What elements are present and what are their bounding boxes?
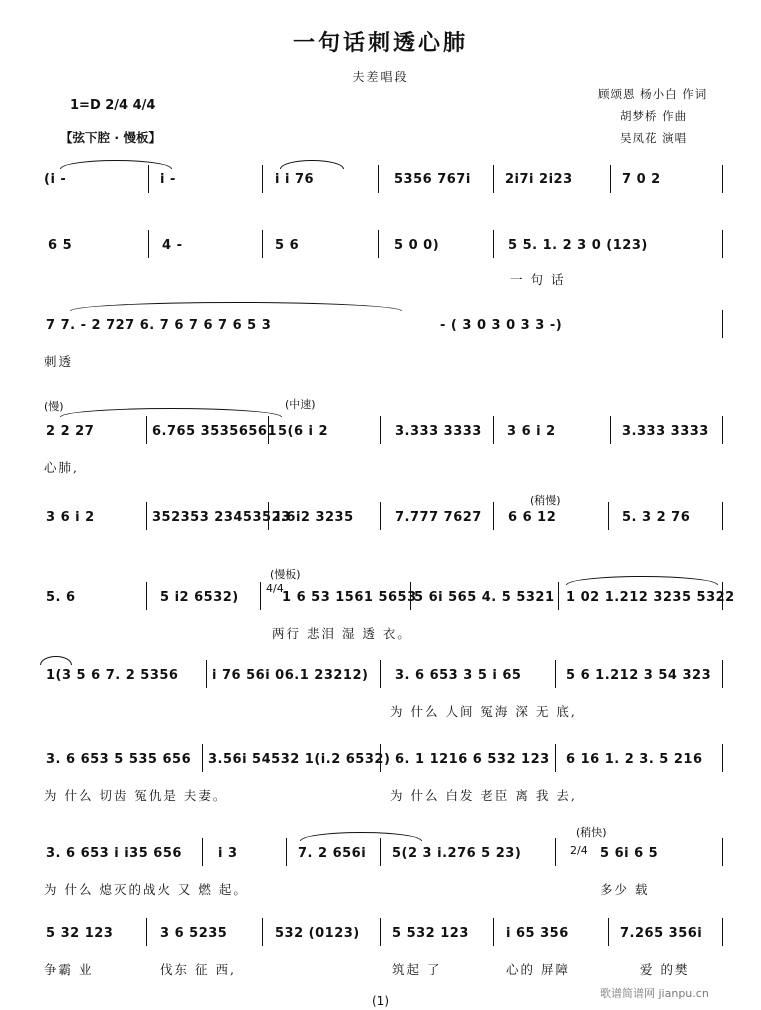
barline	[610, 165, 611, 193]
barline	[722, 918, 723, 946]
barline	[722, 416, 723, 444]
measure: 5 32 123	[46, 926, 114, 941]
measure: 5(2 3 i.276 5 23)	[392, 846, 522, 861]
barline	[558, 582, 559, 610]
tempo-annotation: (中速)	[285, 398, 316, 411]
measure: 7.265 356i	[620, 926, 703, 941]
measure: 3. 6 653 5 535 656	[46, 752, 192, 767]
measure: 6 16 1. 2 3. 5 216	[566, 752, 703, 767]
measure: 3 6 5235	[160, 926, 228, 941]
measure: i 76 56i 06.1 23212)	[212, 668, 369, 683]
measure: 5(6 i 2	[278, 424, 329, 439]
barline	[146, 582, 147, 610]
barline	[555, 660, 556, 688]
measure: 2i7i 2i23	[505, 172, 573, 187]
barline	[722, 838, 723, 866]
tempo-annotation: (稍快)	[576, 826, 607, 839]
slur	[60, 408, 282, 417]
lyric-line: 心肺,	[44, 460, 79, 475]
lyric-line: 为 什么 白发 老臣 离 我 去,	[390, 788, 577, 803]
measure: 3 6 i 2	[507, 424, 556, 439]
barline	[722, 230, 723, 258]
subtitle: 夫差唱段	[352, 70, 409, 84]
barline	[378, 230, 379, 258]
measure: 2 2 27	[46, 424, 95, 439]
slur	[280, 160, 344, 169]
measure: 3.56i 54532 1(i.2 6532)	[208, 752, 391, 767]
measure: 5 0 0)	[394, 238, 440, 253]
measure: i 3	[218, 846, 238, 861]
measure: 6 5	[48, 238, 73, 253]
lyric-line: 两行 悲泪 湿 透 衣。	[272, 626, 412, 641]
lyric-line: 刺透	[44, 354, 74, 369]
measure: 6. 1 1216 6 532 123	[395, 752, 550, 767]
barline	[722, 165, 723, 193]
measure: 5 i2 6532)	[160, 590, 239, 605]
barline	[148, 165, 149, 193]
lyric-line: 为 什么 切齿 冤仇是 夫妻。	[44, 788, 228, 803]
measure: 352353 23453523	[152, 510, 291, 525]
barline	[380, 838, 381, 866]
measure: 3.333 3333	[622, 424, 709, 439]
barline	[380, 660, 381, 688]
slur	[70, 302, 402, 311]
measure: i -	[160, 172, 176, 187]
tempo-annotation: (稍慢)	[530, 494, 561, 507]
lyric-line: 争霸 业	[44, 962, 94, 977]
barline	[268, 502, 269, 530]
measure: i i 76	[275, 172, 315, 187]
measure: 1 02 1.212 3235 5322	[566, 590, 735, 605]
measure: 5. 6	[46, 590, 76, 605]
watermark: 歌谱简谱网 jianpu.cn	[600, 987, 709, 1000]
barline	[202, 838, 203, 866]
barline	[493, 416, 494, 444]
lyric-line: 心的 屏障	[506, 962, 570, 977]
measure: 5 6 1.212 3 54 323	[566, 668, 712, 683]
measure: - ( 3 0 3 0 3 3 -)	[440, 318, 563, 333]
measure: 532 (0123)	[275, 926, 360, 941]
measure: 5 6i 6 5	[600, 846, 659, 861]
barline	[380, 918, 381, 946]
measure: i 65 356	[506, 926, 569, 941]
barline	[146, 918, 147, 946]
credit-composer: 胡梦桥 作曲	[620, 109, 688, 123]
barline	[555, 838, 556, 866]
barline	[722, 660, 723, 688]
lyric-line: 伐东 征 西,	[160, 962, 236, 977]
measure: 5 6	[275, 238, 300, 253]
lyric-line: 为 什么 人间 冤海 深 无 底,	[390, 704, 577, 719]
barline	[268, 416, 269, 444]
measure: i.6i2 3235	[276, 510, 354, 525]
measure: 3. 6 653 i i35 656	[46, 846, 182, 861]
measure: 1(3 5 6 7. 2 5356	[46, 668, 179, 683]
barline	[146, 416, 147, 444]
measure: 7 7. - 2 727 6. 7 6 7 6 7 6 5 3	[46, 318, 272, 333]
tempo-annotation: (慢板)	[270, 568, 301, 581]
measure: 5 6i 565 4. 5 5321	[414, 590, 555, 605]
barline	[608, 502, 609, 530]
barline	[380, 416, 381, 444]
barline	[202, 744, 203, 772]
barline	[262, 230, 263, 258]
measure: 3.333 3333	[395, 424, 482, 439]
lyric-line: 筑起 了	[392, 962, 442, 977]
measure: 5 532 123	[392, 926, 469, 941]
barline	[555, 744, 556, 772]
tempo-marking: 【弦下腔 · 慢板】	[60, 130, 161, 145]
time-signature: 4/4	[266, 582, 284, 595]
barline	[722, 744, 723, 772]
lyric-line: 为 什么 熄灭的战火 又 燃 起。	[44, 882, 248, 897]
measure: 5. 3 2 76	[622, 510, 691, 525]
measure: 5 5. 1. 2 3 0 (123)	[508, 238, 648, 253]
measure: 7.777 7627	[395, 510, 482, 525]
page-title: 一句话刺透心肺	[292, 30, 468, 56]
barline	[380, 744, 381, 772]
slur	[40, 656, 72, 665]
barline	[148, 230, 149, 258]
slur	[566, 576, 718, 585]
barline	[722, 502, 723, 530]
barline	[493, 230, 494, 258]
barline	[262, 165, 263, 193]
barline	[722, 310, 723, 338]
credit-lyricist: 顾颂恩 杨小白 作词	[598, 87, 708, 101]
tempo-annotation: (慢)	[44, 400, 64, 413]
measure: 3 6 i 2	[46, 510, 95, 525]
measure: 4 -	[162, 238, 183, 253]
barline	[410, 582, 411, 610]
barline	[286, 838, 287, 866]
barline	[262, 918, 263, 946]
barline	[610, 416, 611, 444]
lyric-line: 多少 载	[600, 882, 650, 897]
measure: 3. 6 653 3 5 i 65	[395, 668, 522, 683]
page-number: (1)	[372, 994, 389, 1008]
barline	[380, 502, 381, 530]
barline	[493, 918, 494, 946]
measure: 5356 767i	[394, 172, 471, 187]
barline	[722, 582, 723, 610]
barline	[378, 165, 379, 193]
measure: 6 6 12	[508, 510, 557, 525]
measure: (i -	[44, 172, 67, 187]
key-signature: 1=D 2/4 4/4	[70, 98, 156, 113]
barline	[493, 502, 494, 530]
credit-performer: 吴凤花 演唱	[620, 131, 688, 145]
measure: 7. 2 656i	[298, 846, 367, 861]
barline	[493, 165, 494, 193]
time-signature: 2/4	[570, 844, 588, 857]
barline	[146, 502, 147, 530]
slur	[60, 160, 172, 169]
lyric-line: 爱 的樊	[640, 962, 690, 977]
lyric-line: 一 句 话	[510, 272, 566, 287]
measure: 7 0 2	[622, 172, 661, 187]
barline	[260, 582, 261, 610]
barline	[206, 660, 207, 688]
measure: 1 6 53 1561 5653	[282, 590, 417, 605]
slur	[300, 832, 422, 841]
measure: 6.765 35356561	[152, 424, 278, 439]
barline	[608, 918, 609, 946]
